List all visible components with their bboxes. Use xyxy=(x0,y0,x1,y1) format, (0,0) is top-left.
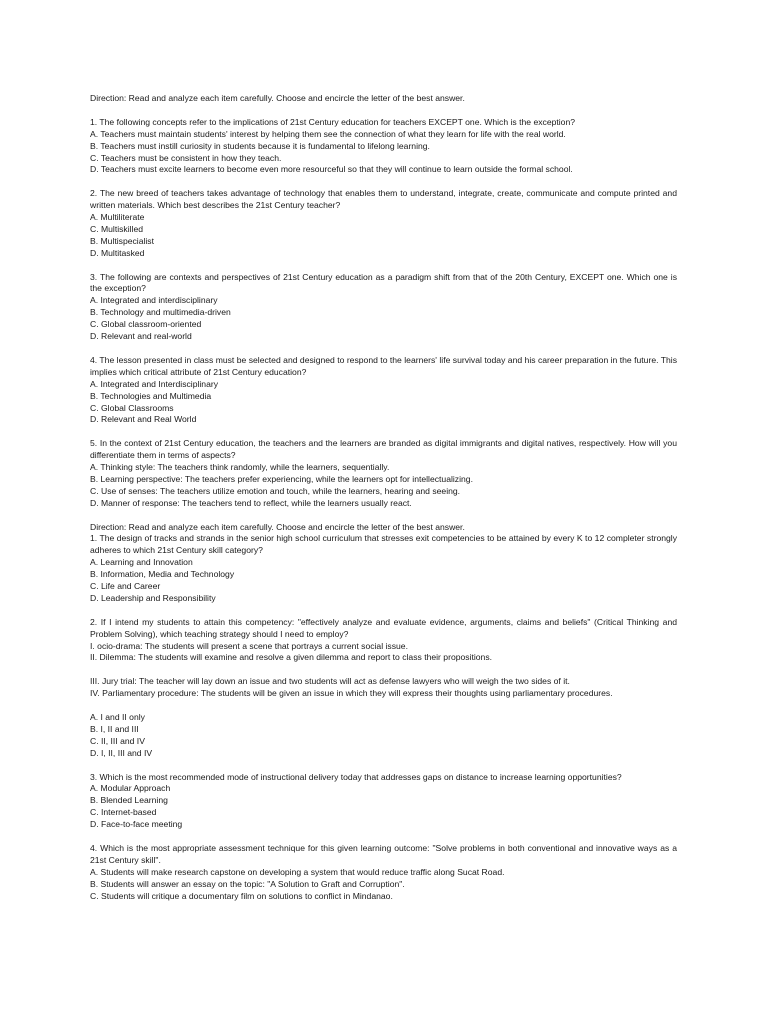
answer-option: C. Life and Career xyxy=(90,581,161,592)
spacer xyxy=(90,760,677,772)
document-page xyxy=(90,93,677,902)
question-stem: 4. The lesson presented in class must be selected and designed to respond to the learners' life survival today and his career preparation in the future. This implies which critical attribute of 21st Century education? xyxy=(90,354,677,377)
answer-option: C. Teachers must be consistent in how they teach. xyxy=(90,152,282,163)
question-stem: 1. The following concepts refer to the implications of 21st Century education for teachers EXCEPT one. Which is the exception? xyxy=(90,116,576,127)
answer-option: C. Global Classrooms xyxy=(90,402,174,413)
question-stem: 4. Which is the most appropriate assessment technique for this given learning outcome: "Solve problems in both conventional and innovative ways as a 21st Century skill". xyxy=(90,842,677,865)
answer-option: C. II, III and IV xyxy=(90,735,145,746)
spacer xyxy=(90,700,677,712)
answer-option: D. Manner of response: The teachers tend to reflect, while the learners usually react. xyxy=(90,497,412,508)
answer-option: C. Students will critique a documentary film on solutions to conflict in Mindanao. xyxy=(90,890,393,901)
answer-option: A. I and II only xyxy=(90,711,145,722)
question-stem: 1. The design of tracks and strands in the senior high school curriculum that stresses exit competencies to be attained by every K to 12 completer strongly adheres to which 21st Century skill category? xyxy=(90,533,677,556)
answer-option: D. Teachers must excite learners to become even more resourceful so that they will continue to learn outside the formal school. xyxy=(90,164,573,175)
answer-option: D. Leadership and Responsibility xyxy=(90,592,216,603)
spacer xyxy=(90,343,677,355)
answer-option: D. Multitasked xyxy=(90,247,145,258)
answer-option: A. Students will make research capstone on developing a system that would reduce traffic along Sucat Road. xyxy=(90,866,505,877)
spacer xyxy=(90,664,677,676)
answer-option: B. Technology and multimedia-driven xyxy=(90,307,231,318)
answer-option: B. I, II and III xyxy=(90,723,139,734)
answer-option: B. Learning perspective: The teachers prefer experiencing, while the learners opt for intellectualizing. xyxy=(90,473,473,484)
question-stem: 5. In the context of 21st Century education, the teachers and the learners are branded as digital immigrants and digital natives, respectively. How will you differentiate them in terms of aspects? xyxy=(90,438,677,461)
strategy-item: III. Jury trial: The teacher will lay down an issue and two students will act as defense lawyers who will weigh the two sides of it. xyxy=(90,676,570,687)
answer-option: B. Technologies and Multimedia xyxy=(90,390,212,401)
spacer xyxy=(90,260,677,272)
answer-option: A. Modular Approach xyxy=(90,783,171,794)
answer-option: C. Use of senses: The teachers utilize emotion and touch, while the learners, hearing and seeing. xyxy=(90,485,461,496)
spacer xyxy=(90,831,677,843)
answer-option: A. Thinking style: The teachers think randomly, while the learners, sequentially. xyxy=(90,462,390,473)
question-stem: 2. The new breed of teachers takes advantage of technology that enables them to understand, integrate, create, communicate and compute printed and written materials. Which best describes the 21st Century teacher? xyxy=(90,188,677,211)
answer-option: D. Relevant and Real World xyxy=(90,414,197,425)
answer-option: A. Teachers must maintain students' interest by helping them see the connection of what they learn for life with the real world. xyxy=(90,128,566,139)
answer-option: D. Face-to-face meeting xyxy=(90,819,183,830)
answer-option: B. Information, Media and Technology xyxy=(90,569,235,580)
answer-option: C. Global classroom-oriented xyxy=(90,319,202,330)
answer-option: B. Students will answer an essay on the topic: "A Solution to Graft and Corruption". xyxy=(90,878,405,889)
answer-option: A. Learning and Innovation xyxy=(90,557,193,568)
answer-option: A. Integrated and interdisciplinary xyxy=(90,295,218,306)
answer-option: B. Teachers must instill curiosity in students because it is fundamental to lifelong learning. xyxy=(90,140,430,151)
answer-option: B. Blended Learning xyxy=(90,795,168,806)
strategy-item: II. Dilemma: The students will examine and resolve a given dilemma and report to class their propositions. xyxy=(90,652,493,663)
answer-option: C. Internet-based xyxy=(90,807,157,818)
question-stem: 3. Which is the most recommended mode of instructional delivery today that addresses gaps on distance to increase learning opportunities? xyxy=(90,771,622,782)
answer-option: D. Relevant and real-world xyxy=(90,331,192,342)
spacer xyxy=(90,510,677,522)
spacer xyxy=(90,605,677,617)
spacer xyxy=(90,105,677,117)
answer-option: A. Multiliterate xyxy=(90,212,145,223)
direction-text: Direction: Read and analyze each item carefully. Choose and encircle the letter of the best answer. xyxy=(90,93,465,103)
answer-option: D. I, II, III and IV xyxy=(90,747,153,758)
answer-option: C. Multiskilled xyxy=(90,223,144,234)
answer-option: A. Integrated and Interdisciplinary xyxy=(90,378,219,389)
spacer xyxy=(90,176,677,188)
question-stem: 2. If I intend my students to attain this competency: "effectively analyze and evaluate evidence, arguments, claims and beliefs" (Critical Thinking and Problem Solving), which teaching strategy should I need to employ? xyxy=(90,616,677,639)
answer-option: B. Multispecialist xyxy=(90,235,154,246)
direction-text: Direction: Read and analyze each item carefully. Choose and encircle the letter of the best answer. xyxy=(90,521,465,532)
question-stem: 3. The following are contexts and perspectives of 21st Century education as a paradigm shift from that of the 20th Century, EXCEPT one. Which one is the exception? xyxy=(90,271,677,294)
spacer xyxy=(90,426,677,438)
strategy-item: IV. Parliamentary procedure: The students will be given an issue in which they will express their thoughts using parliamentary procedures. xyxy=(90,688,613,699)
strategy-item: I. ocio-drama: The students will present a scene that portrays a current social issue. xyxy=(90,640,408,651)
